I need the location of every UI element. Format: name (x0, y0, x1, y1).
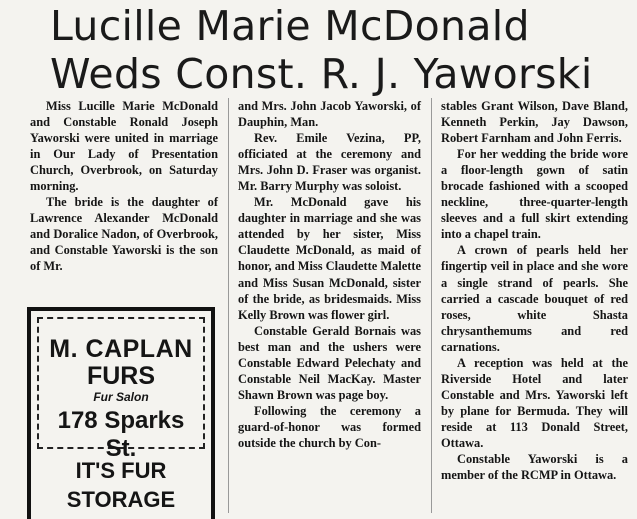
ad-furs-label: FURS (86, 362, 156, 390)
ad-slogan-line-2: STORAGE (66, 487, 176, 512)
ad-business-name: M. CAPLAN (49, 335, 193, 363)
ad-storage-slogan (31, 456, 211, 514)
paragraph: Constable Gerald Bornais was best man and the ushers were Constable Edward Pelechaty and Constable Neil MacKay. Master Shawn Brown was page boy. (238, 323, 421, 402)
paragraph: A reception was held at the Riverside Hotel and later Constable and Mrs. Yaworski left by plane for Bermuda. They will reside at 113 Donald Street, Ottawa. (441, 355, 628, 450)
paragraph: Miss Lucille Marie McDonald and Constable Ronald Joseph Yaworski were united in marriage in Our Lady of Presentation Church, Overbrook, on Saturday morning. (30, 99, 218, 194)
column-divider (431, 98, 432, 513)
paragraph: and Mrs. John Jacob Yaworski, of Dauphin, Man. (238, 99, 421, 130)
article-column-3 (441, 98, 628, 483)
paragraph: For her wedding the bride wore a floor-length gown of satin brocade fashioned with a scooped neckline, three-quarter-length sleeves and a full skirt extending into a chapel train. (441, 147, 628, 242)
paragraph: The bride is the daughter of Lawrence Alexander McDonald and Doralice Nadon, of Overbrook, and Constable Yaworski is the son of Mr. (30, 195, 218, 274)
caplan-furs-advertisement (27, 307, 215, 519)
article-column-2 (238, 98, 421, 451)
ad-address: 178 Sparks St. (57, 407, 185, 462)
headline-line-1: Lucille Marie McDonald (50, 2, 530, 50)
paragraph: Rev. Emile Vezina, PP, officiated at the ceremony and Mrs. John D. Fraser was organist. Mr. Barry Murphy was soloist. (238, 131, 421, 194)
ad-slogan-line-1: IT'S FUR (75, 458, 167, 483)
paragraph: Constable Yaworski is a member of the RCMP in Ottawa. (441, 452, 628, 483)
headline (50, 2, 630, 98)
column-divider (228, 98, 229, 513)
ad-dashed-frame (37, 317, 205, 462)
paragraph: A crown of pearls held her fingertip veil in place and she wore a single strand of pearls. She carried a cascade bouquet of red roses, white Shasta chrysanthemums and red carnations. (441, 243, 628, 354)
ad-salon-label: Fur Salon (93, 390, 149, 404)
headline-line-2: Weds Const. R. J. Yaworski (50, 50, 593, 98)
paragraph: Mr. McDonald gave his daughter in marriage and she was attended by her sister, Miss Claudette McDonald, as maid of honor, and Miss Claudette Malette and Miss Susan McDonald, sister of the bride, as bridesmaids. Miss Kelly Brown was flower girl. (238, 195, 421, 322)
paragraph: Following the ceremony a guard-of-honor was formed outside the church by Con- (238, 403, 421, 450)
paragraph: stables Grant Wilson, Dave Bland, Kenneth Perkin, Jay Dawson, Robert Farnham and John Ferris. (441, 99, 628, 146)
article-column-1 (30, 98, 218, 275)
